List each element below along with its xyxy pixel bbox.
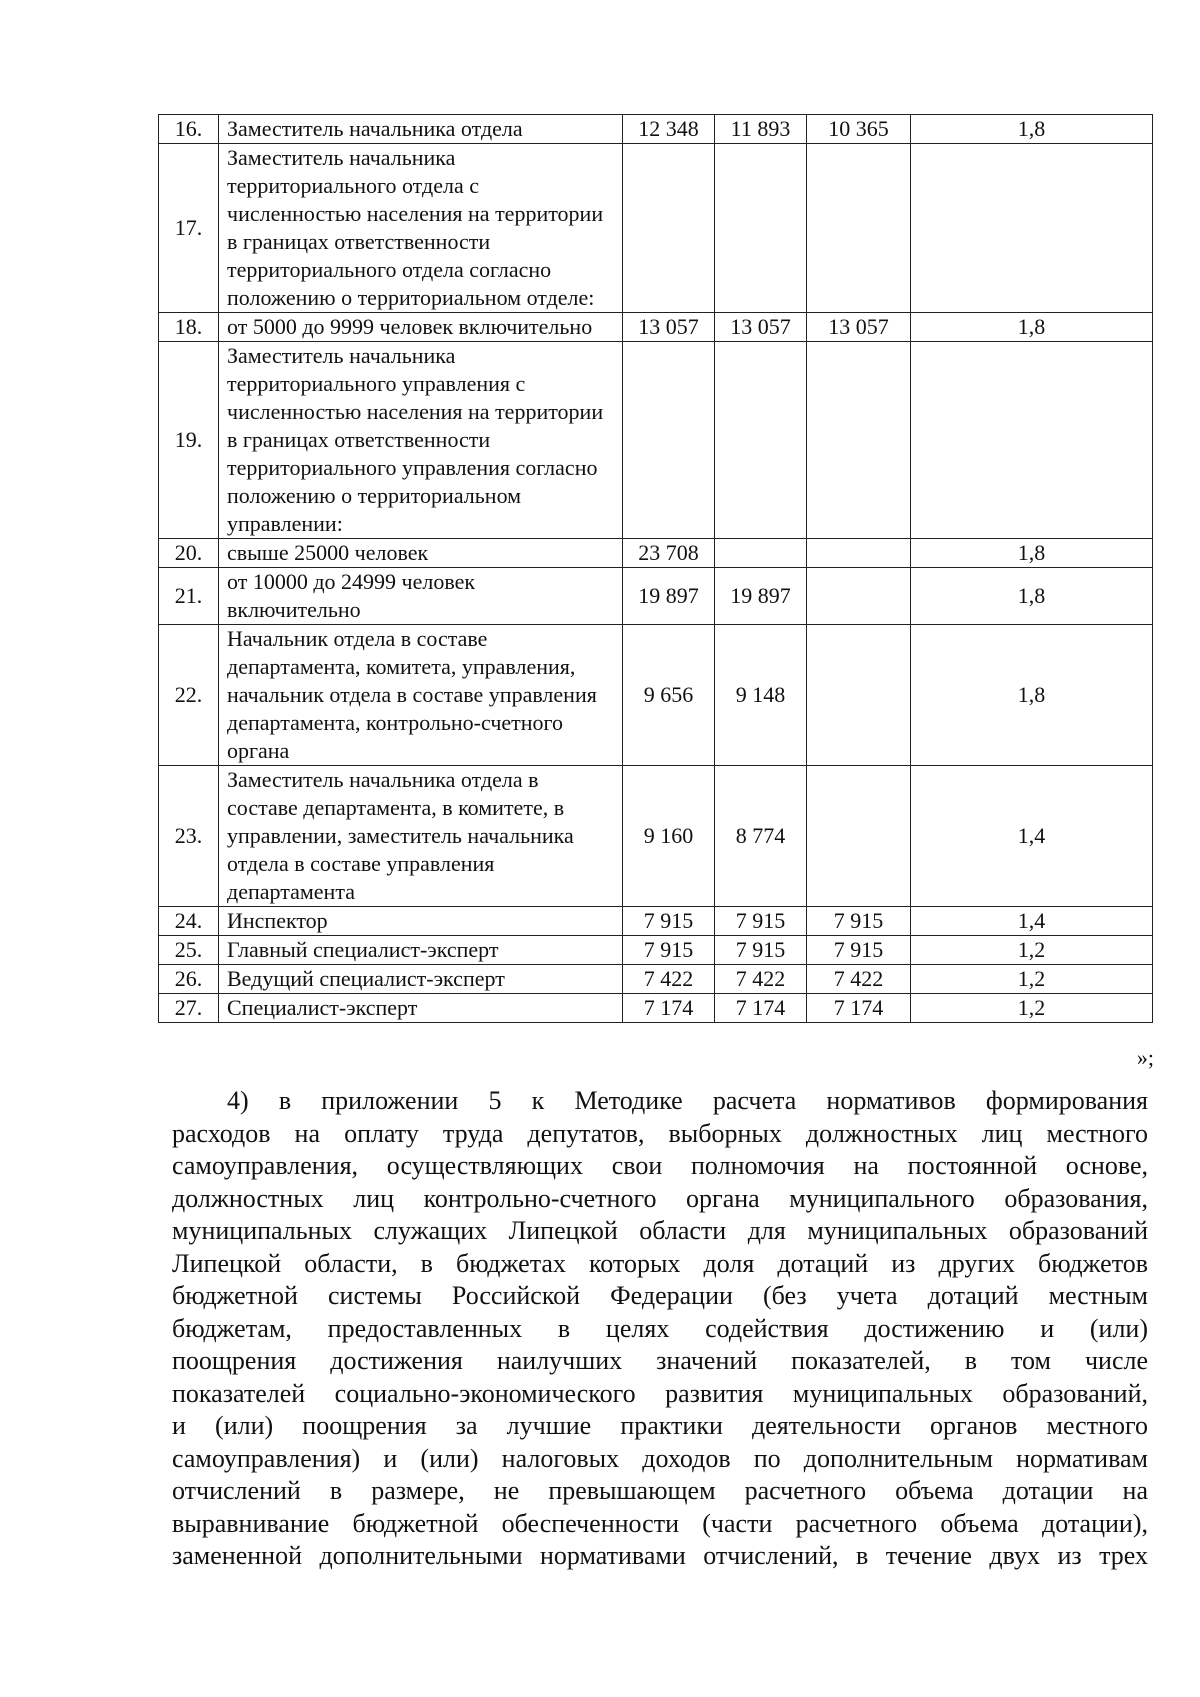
value-col-3: 7 915 [807, 907, 911, 936]
coefficient: 1,8 [911, 568, 1153, 625]
value-col-1: 13 057 [623, 313, 715, 342]
value-col-3 [807, 144, 911, 313]
paragraph-line: выравнивание бюджетной обеспеченности (части расчетного объема дотации), [172, 1508, 1148, 1538]
value-col-2: 8 774 [715, 766, 807, 907]
value-col-2: 7 915 [715, 907, 807, 936]
value-col-2: 7 422 [715, 965, 807, 994]
coefficient: 1,2 [911, 936, 1153, 965]
paragraph-line: бюджетам, предоставленных в целях содействия достижению и (или) [172, 1313, 1148, 1343]
coefficient: 1,8 [911, 539, 1153, 568]
value-col-1: 7 174 [623, 994, 715, 1023]
value-col-2: 13 057 [715, 313, 807, 342]
coefficient [911, 144, 1153, 313]
position-name: Заместитель начальника отдела [219, 115, 623, 144]
paragraph-line: бюджетной системы Российской Федерации (без учета дотаций местным [172, 1281, 1148, 1310]
position-name: Заместитель начальника территориального управления с численностью населения на территории в границах ответственности территориального управления согласно положению о территориальном управлении: [219, 342, 623, 539]
paragraph-line: и (или) поощрения за лучшие практики деятельности органов местного [172, 1411, 1148, 1440]
closing-quote-mark: »; [1136, 1045, 1154, 1070]
value-col-1: 19 897 [623, 568, 715, 625]
value-col-1: 9 160 [623, 766, 715, 907]
table-row [159, 115, 1153, 144]
position-name: свыше 25000 человек [219, 539, 623, 568]
coefficient [911, 342, 1153, 539]
value-col-3: 10 365 [807, 115, 911, 144]
table-row [159, 766, 1153, 907]
value-col-3 [807, 766, 911, 907]
row-number: 25. [159, 936, 219, 965]
value-col-3: 7 915 [807, 936, 911, 965]
value-col-3: 13 057 [807, 313, 911, 342]
row-number: 19. [159, 342, 219, 539]
value-col-1 [623, 342, 715, 539]
value-col-3: 7 174 [807, 994, 911, 1023]
position-name: Ведущий специалист-эксперт [219, 965, 623, 994]
value-col-3 [807, 625, 911, 766]
paragraph-line: муниципальных служащих Липецкой области для муниципальных образований [172, 1216, 1148, 1245]
value-col-3 [807, 539, 911, 568]
value-col-2: 9 148 [715, 625, 807, 766]
value-col-2: 7 915 [715, 936, 807, 965]
position-name: Начальник отдела в составе департамента, комитета, управления, начальник отдела в составе управления департамента, контрольно-счетного органа [219, 625, 623, 766]
row-number: 26. [159, 965, 219, 994]
row-number: 16. [159, 115, 219, 144]
value-col-2 [715, 539, 807, 568]
coefficient: 1,8 [911, 625, 1153, 766]
value-col-1: 7 915 [623, 907, 715, 936]
paragraph-line: самоуправления) и (или) налоговых доходов по дополнительным нормативам [172, 1443, 1148, 1473]
salary-norms-table [158, 114, 1153, 1023]
value-col-1: 23 708 [623, 539, 715, 568]
row-number: 17. [159, 144, 219, 313]
table-body [159, 115, 1153, 1023]
paragraph-line: самоуправления, осуществляющих свои полномочия на постоянной основе, [172, 1151, 1148, 1180]
position-name: Главный специалист-эксперт [219, 936, 623, 965]
coefficient: 1,2 [911, 994, 1153, 1023]
position-name: Заместитель начальника отдела в составе департамента, в комитете, в управлении, заместитель начальника отдела в составе управления департамента [219, 766, 623, 907]
value-col-1 [623, 144, 715, 313]
row-number: 24. [159, 907, 219, 936]
table-row [159, 994, 1153, 1023]
value-col-1: 7 915 [623, 936, 715, 965]
row-number: 22. [159, 625, 219, 766]
coefficient: 1,4 [911, 907, 1153, 936]
position-name: от 10000 до 24999 человек включительно [219, 568, 623, 625]
value-col-1: 7 422 [623, 965, 715, 994]
value-col-3: 7 422 [807, 965, 911, 994]
paragraph-line: замененной дополнительными нормативами отчислений, в течение двух из трех [172, 1541, 1148, 1570]
value-col-1: 12 348 [623, 115, 715, 144]
row-number: 27. [159, 994, 219, 1023]
position-name: от 5000 до 9999 человек включительно [219, 313, 623, 342]
paragraph-line: расходов на оплату труда депутатов, выборных должностных лиц местного [172, 1118, 1148, 1148]
value-col-3 [807, 342, 911, 539]
table-row [159, 907, 1153, 936]
coefficient: 1,8 [911, 313, 1153, 342]
coefficient: 1,4 [911, 766, 1153, 907]
table-row [159, 625, 1153, 766]
table-row [159, 965, 1153, 994]
value-col-2: 7 174 [715, 994, 807, 1023]
value-col-2 [715, 144, 807, 313]
table-row [159, 568, 1153, 625]
position-name: Заместитель начальника территориального отдела с численностью населения на территории в границах ответственности территориального отдела согласно положению о территориальном отделе: [219, 144, 623, 313]
coefficient: 1,2 [911, 965, 1153, 994]
row-number: 23. [159, 766, 219, 907]
table-row [159, 936, 1153, 965]
coefficient: 1,8 [911, 115, 1153, 144]
paragraph-line: Липецкой области, в бюджетах которых доля дотаций из других бюджетов [172, 1248, 1148, 1278]
value-col-3 [807, 568, 911, 625]
table-row [159, 342, 1153, 539]
table-row [159, 144, 1153, 313]
value-col-2 [715, 342, 807, 539]
position-name: Инспектор [219, 907, 623, 936]
paragraph-line: показателей социально-экономического развития муниципальных образований, [172, 1378, 1148, 1408]
row-number: 20. [159, 539, 219, 568]
row-number: 18. [159, 313, 219, 342]
value-col-2: 19 897 [715, 568, 807, 625]
row-number: 21. [159, 568, 219, 625]
paragraph-line: отчислений в размере, не превышающем расчетного объема дотации на [172, 1476, 1148, 1505]
paragraph-line: поощрения достижения наилучших значений показателей, в том числе [172, 1346, 1148, 1375]
paragraph-line: должностных лиц контрольно-счетного органа муниципального образования, [172, 1183, 1148, 1213]
value-col-1: 9 656 [623, 625, 715, 766]
value-col-2: 11 893 [715, 115, 807, 144]
table-row [159, 313, 1153, 342]
table-row [159, 539, 1153, 568]
amendment-paragraph [172, 1085, 1148, 1573]
position-name: Специалист-эксперт [219, 994, 623, 1023]
paragraph-line: 4) в приложении 5 к Методике расчета нормативов формирования [227, 1086, 1148, 1115]
